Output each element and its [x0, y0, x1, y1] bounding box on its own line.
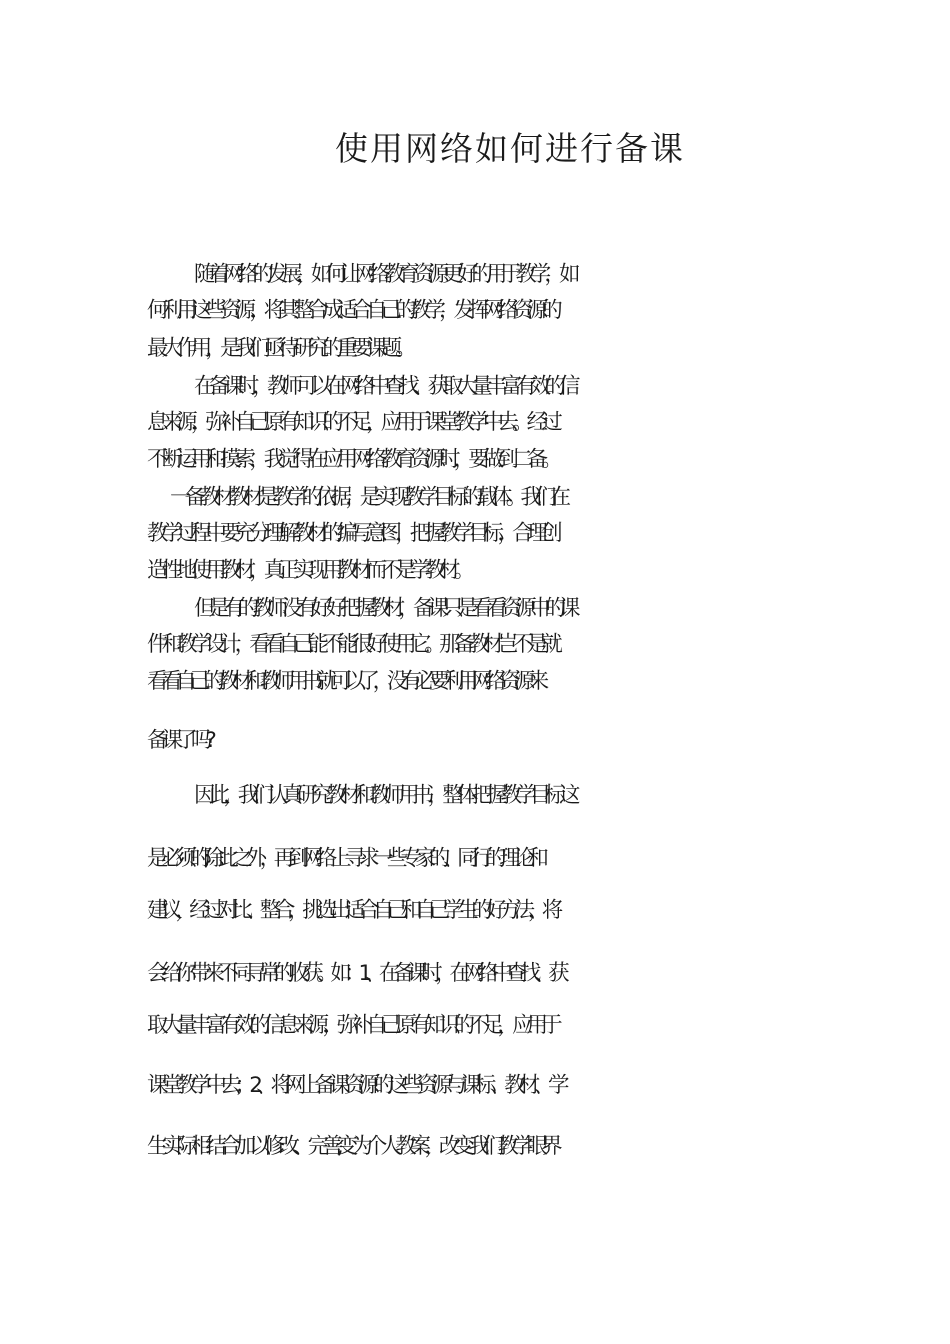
paragraph-line: 教学过程中要充分理解教材的编写意图，把握教学目标，合理创 [147, 521, 556, 546]
paragraph-line: 息来源，弥补自己原有知识的不足，应用于课堂教学中去。经过 [147, 410, 556, 435]
paragraph-line: 取大量丰富有效的信息来源，弥补自己原有知识的不足，应用于 [147, 1013, 556, 1038]
paragraph-line: 备课了吗? [147, 728, 210, 753]
paragraph-line: 造性地使用教材，真正实现用教材而不是学教材。 [147, 558, 469, 583]
paragraph-line: 因此，我们认真研究教材和教师用书，整体把握教学目标这 [194, 783, 574, 808]
paragraph-line: 何利用这些资源，将其整合成适合自己的教学，发挥网络资源的 [147, 298, 556, 323]
paragraph-line: 在备课时，教师可以在网络中查找、获取大量丰富有效的信 [194, 374, 574, 399]
paragraph-line: 件和教学设计，看看自己能不能很好使用它。那备教材岂不是就 [147, 632, 556, 657]
paragraph-line: 建议，经过对比、整合，挑选出适合自己和自己学生的好方法，将 [147, 898, 556, 923]
paragraph-line: 会给你带来不同寻常的收获。如：1、在备课时，在网络中查找、获 [147, 961, 563, 986]
paragraph-line: 不断运用和摸索，我觉得在应用网络教育资源时，要做到二备。 [147, 447, 556, 472]
paragraph-line: 生实际相结合加以修改、完善,变为个人教案，改变我们教学眼界 [147, 1134, 556, 1159]
paragraph-line: 是必须的;除此之外，再到网络上寻求一些专家的、同行的理论和 [147, 846, 542, 871]
paragraph-line: 但是有的教师没有好好把握教材，备课只是看看资源中的课 [194, 596, 574, 621]
paragraph-line: 看看自己的教材和教师用书就可以了，没有必要利用网络资源来 [147, 669, 542, 694]
paragraph-line: 一备教材教材是教学的依据，是实现教学目标的载体。我们在 [170, 485, 565, 510]
paragraph-line: 随着网络的发展，如何让网络教育资源更好的用于教学，如 [194, 262, 574, 287]
paragraph-line: 最大作用，是我们亟待研究的重要课题。 [147, 336, 410, 361]
document-title: 使用网络如何进行备课 [335, 129, 685, 168]
paragraph-line: 课堂教学中去；2、将网上备课资源的这些资源与课标、教材、学 [147, 1073, 563, 1098]
